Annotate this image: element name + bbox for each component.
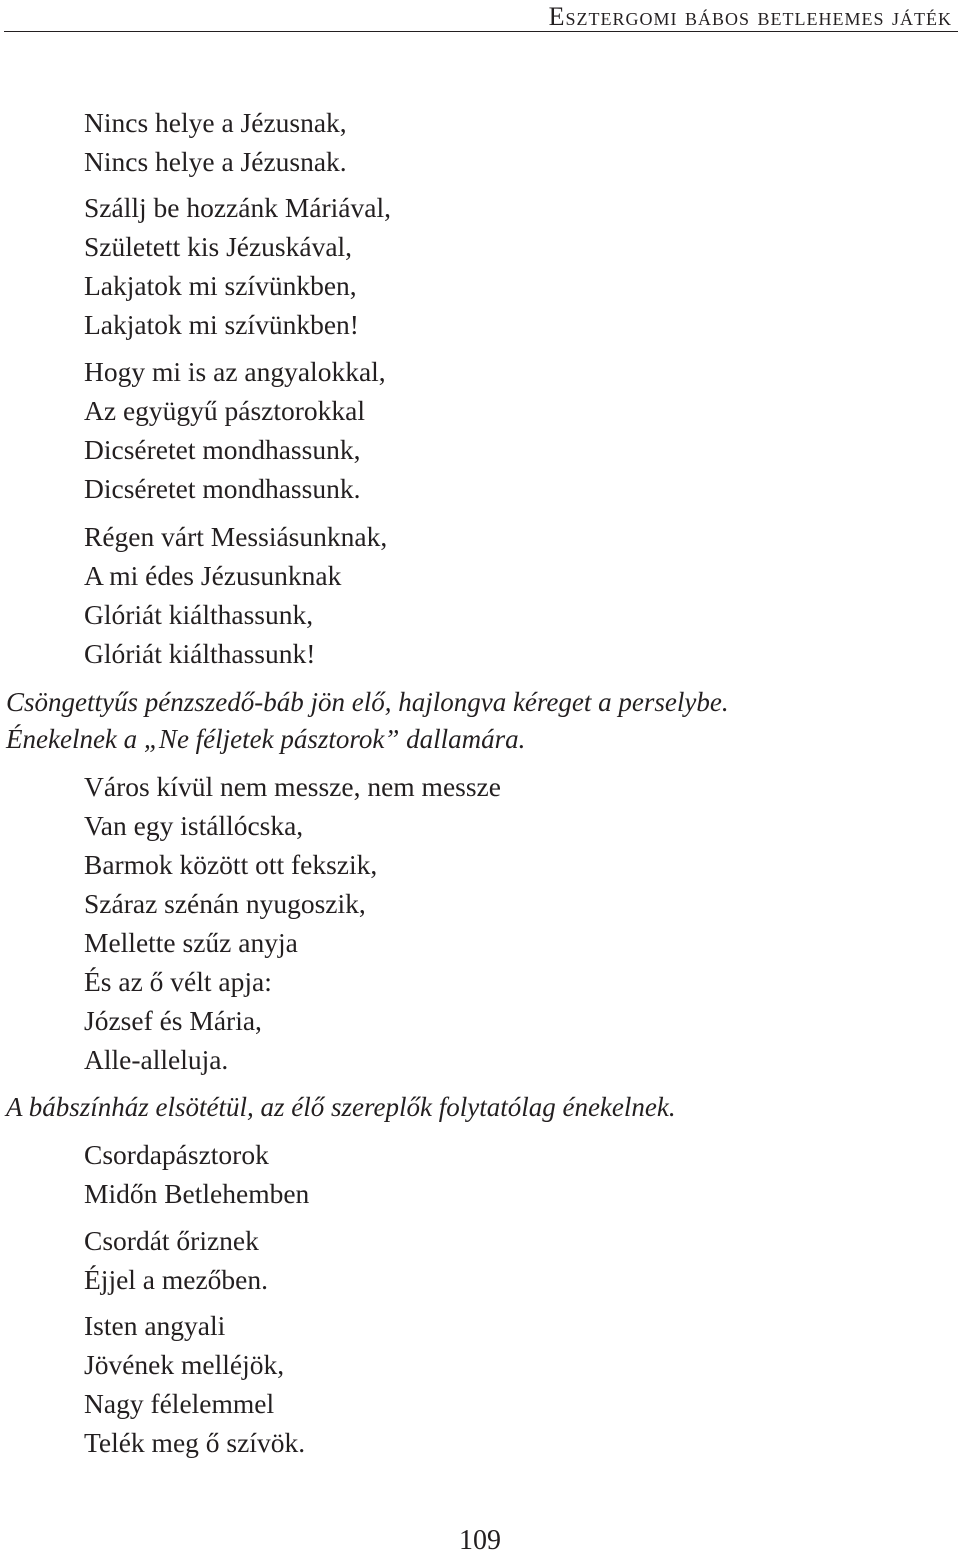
verse-line: Hogy mi is az angyalokkal, bbox=[84, 356, 386, 387]
verse-line: Nagy félelemmel bbox=[84, 1388, 275, 1419]
verse-line: Csordapásztorok bbox=[84, 1139, 269, 1170]
stage-direction: Énekelnek a „Ne féljetek pásztorok” dallamára. bbox=[6, 724, 526, 754]
verse-line: Nincs helye a Jézusnak. bbox=[84, 146, 347, 177]
verse-line: Szállj be hozzánk Máriával, bbox=[84, 192, 391, 223]
stage-direction: Csöngettyűs pénzszedő-báb jön elő, hajlongva kéreget a perselybe. bbox=[6, 687, 729, 717]
verse-line: Született kis Jézuskával, bbox=[84, 231, 353, 262]
verse-line: Dicséretet mondhassunk, bbox=[84, 434, 361, 465]
verse-line: Glóriát kiálthassunk, bbox=[84, 599, 314, 630]
verse-line: Az együgyű pásztorokkal bbox=[84, 395, 366, 426]
verse-line: Száraz szénán nyugoszik, bbox=[84, 888, 366, 919]
verse-line: Lakjatok mi szívünkben! bbox=[84, 309, 359, 340]
verse-line: Barmok között ott fekszik, bbox=[84, 849, 378, 880]
header-rule bbox=[4, 31, 958, 32]
verse-line: Lakjatok mi szívünkben, bbox=[84, 270, 357, 301]
stanza-1 bbox=[84, 103, 347, 181]
page-number: 109 bbox=[459, 1525, 501, 1556]
verse-line: És az ő vélt apja: bbox=[84, 966, 272, 997]
stanza-3 bbox=[84, 352, 386, 508]
verse-line: Isten angyali bbox=[84, 1310, 226, 1341]
stage-direction: A bábszínház elsötétül, az élő szereplők folytatólag énekelnek. bbox=[6, 1092, 676, 1122]
verse-line: Telék meg ő szívök. bbox=[84, 1427, 306, 1458]
stanza-4 bbox=[84, 517, 387, 673]
verse-line: Régen várt Messiásunknak, bbox=[84, 521, 388, 552]
stanza-6 bbox=[84, 1135, 309, 1213]
verse-line: Csordát őriznek bbox=[84, 1225, 259, 1256]
stanza-7 bbox=[84, 1221, 268, 1299]
stanza-2 bbox=[84, 188, 391, 344]
verse-line: Éjjel a mezőben. bbox=[84, 1264, 269, 1295]
verse-line: Alle-alleluja. bbox=[84, 1044, 229, 1075]
verse-line: Nincs helye a Jézusnak, bbox=[84, 107, 347, 138]
verse-line: Glóriát kiálthassunk! bbox=[84, 638, 316, 669]
verse-line: Város kívül nem messze, nem messze bbox=[84, 771, 501, 802]
verse-line: Dicséretet mondhassunk. bbox=[84, 473, 361, 504]
verse-line: Mellette szűz anyja bbox=[84, 927, 298, 958]
stanza-8 bbox=[84, 1306, 305, 1462]
running-header: Esztergomi bábos betlehemes játék bbox=[548, 2, 952, 31]
verse-line: Jövének melléjök, bbox=[84, 1349, 285, 1380]
verse-line: A mi édes Jézusunknak bbox=[84, 560, 342, 591]
verse-line: Van egy istállócska, bbox=[84, 810, 304, 841]
verse-line: József és Mária, bbox=[84, 1005, 262, 1036]
verse-line: Midőn Betlehemben bbox=[84, 1178, 310, 1209]
stanza-5 bbox=[84, 767, 501, 1079]
